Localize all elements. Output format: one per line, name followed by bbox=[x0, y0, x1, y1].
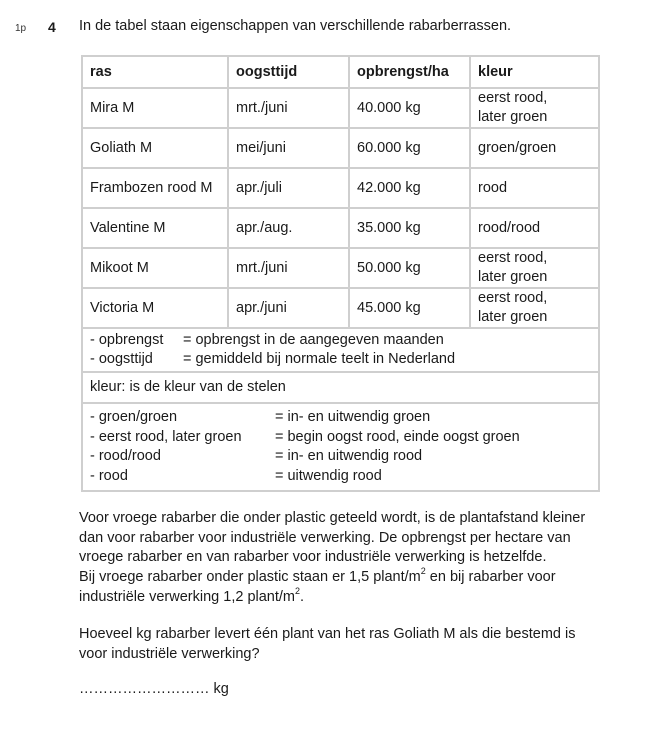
text-line: voor industriële verwerking? bbox=[79, 645, 260, 662]
legend-def: = uitwendig rood bbox=[275, 467, 382, 484]
kleur-heading: kleur: is de kleur van de stelen bbox=[82, 372, 599, 403]
table-row bbox=[82, 168, 599, 208]
text-line: Hoeveel kg rabarber levert één plant van het ras Goliath M als die bestemd is bbox=[79, 626, 576, 642]
question-intro: In de tabel staan eigenschappen van verschillende rabarberrassen. bbox=[79, 18, 512, 34]
legend-def: = in- en uitwendig rood bbox=[275, 448, 423, 464]
kleur-line: later groen bbox=[478, 109, 548, 125]
legend-line bbox=[90, 447, 591, 467]
cell-opbrengst: 45.000 kg bbox=[349, 288, 470, 328]
cell-ras: Frambozen rood M bbox=[82, 168, 228, 208]
text-part: industriële verwerking 1,2 plant/m bbox=[79, 588, 295, 605]
legend-def: = in- en uitwendig groen bbox=[275, 409, 431, 425]
question-text bbox=[79, 625, 639, 664]
cell-ras: Mikoot M bbox=[82, 248, 228, 288]
cell-kleur: rood bbox=[470, 168, 599, 208]
note-line bbox=[90, 331, 591, 351]
cell-opbrengst: 42.000 kg bbox=[349, 168, 470, 208]
cell-opbrengst: 60.000 kg bbox=[349, 128, 470, 168]
legend-term: - eerst rood, later groen bbox=[90, 428, 242, 445]
cell-kleur: rood/rood bbox=[470, 208, 599, 248]
note-def: = opbrengst in de aangegeven maanden bbox=[183, 331, 444, 348]
text-part: . bbox=[300, 588, 305, 605]
cell-kleur bbox=[470, 88, 599, 128]
kleur-line: eerst rood, bbox=[478, 290, 548, 306]
text-line: dan voor rabarber voor industriële verwerking. De opbrengst per hectare van bbox=[79, 529, 571, 546]
table-row bbox=[82, 288, 599, 328]
cell-opbrengst: 40.000 kg bbox=[349, 88, 470, 128]
legend-def: = begin oogst rood, einde oogst groen bbox=[275, 428, 520, 445]
superscript: 2 bbox=[295, 585, 301, 596]
table-row bbox=[82, 208, 599, 248]
cell-opbrengst: 35.000 kg bbox=[349, 208, 470, 248]
text-part: en bij rabarber voor bbox=[425, 569, 556, 586]
cell-oogsttijd: apr./juni bbox=[228, 288, 349, 328]
answer-field[interactable] bbox=[79, 681, 229, 697]
table-row bbox=[82, 88, 599, 128]
kleur-line: eerst rood, bbox=[478, 90, 548, 106]
kleur-line: later groen bbox=[478, 309, 548, 325]
header-ras: ras bbox=[82, 56, 228, 88]
text-part: Bij vroege rabarber onder plastic staan er 1,5 plant/m bbox=[79, 569, 421, 586]
note-term: - oogsttijd bbox=[90, 351, 153, 367]
answer-unit: kg bbox=[209, 681, 229, 697]
note-def: = gemiddeld bij normale teelt in Nederland bbox=[183, 351, 456, 367]
kleur-line: later groen bbox=[478, 269, 548, 285]
cell-oogsttijd: mei/juni bbox=[228, 128, 349, 168]
superscript: 2 bbox=[420, 566, 426, 577]
legend-line bbox=[90, 428, 591, 448]
cell-kleur: groen/groen bbox=[470, 128, 599, 168]
text-line: vroege rabarber en van rabarber voor industriële verwerking is hetzelfde. bbox=[79, 549, 547, 566]
points-label: 1p bbox=[15, 23, 27, 34]
context-paragraph bbox=[79, 509, 639, 608]
cell-kleur bbox=[470, 288, 599, 328]
cell-ras: Goliath M bbox=[82, 128, 228, 168]
cell-oogsttijd: mrt./juni bbox=[228, 248, 349, 288]
legend-term: - groen/groen bbox=[90, 409, 178, 425]
cell-ras: Mira M bbox=[82, 88, 228, 128]
cell-oogsttijd: mrt./juni bbox=[228, 88, 349, 128]
kleur-legend bbox=[82, 403, 599, 491]
legend-term: - rood/rood bbox=[90, 448, 161, 464]
legend-line bbox=[90, 467, 591, 487]
cell-ras: Victoria M bbox=[82, 288, 228, 328]
answer-blank[interactable]: ……………………… bbox=[79, 681, 210, 697]
cell-oogsttijd: apr./juli bbox=[228, 168, 349, 208]
table-row bbox=[82, 128, 599, 168]
table-header-row bbox=[82, 56, 599, 88]
cell-opbrengst: 50.000 kg bbox=[349, 248, 470, 288]
table-notes bbox=[82, 328, 599, 372]
cell-kleur bbox=[470, 248, 599, 288]
header-oogsttijd: oogsttijd bbox=[228, 56, 349, 88]
note-line bbox=[90, 350, 591, 370]
legend-term: - rood bbox=[90, 467, 128, 484]
text-line bbox=[79, 585, 639, 608]
note-term: - opbrengst bbox=[90, 331, 164, 348]
question-number: 4 bbox=[48, 19, 56, 35]
cell-oogsttijd: apr./aug. bbox=[228, 208, 349, 248]
kleur-line: eerst rood, bbox=[478, 250, 548, 266]
text-line: Voor vroege rabarber die onder plastic geteeld wordt, is de plantafstand kleiner bbox=[79, 510, 586, 526]
legend-line bbox=[90, 408, 591, 428]
table-row bbox=[82, 248, 599, 288]
text-line bbox=[79, 568, 639, 588]
header-kleur: kleur bbox=[470, 56, 599, 88]
cell-ras: Valentine M bbox=[82, 208, 228, 248]
varieties-table bbox=[81, 55, 600, 492]
header-opbrengst: opbrengst/ha bbox=[349, 56, 470, 88]
